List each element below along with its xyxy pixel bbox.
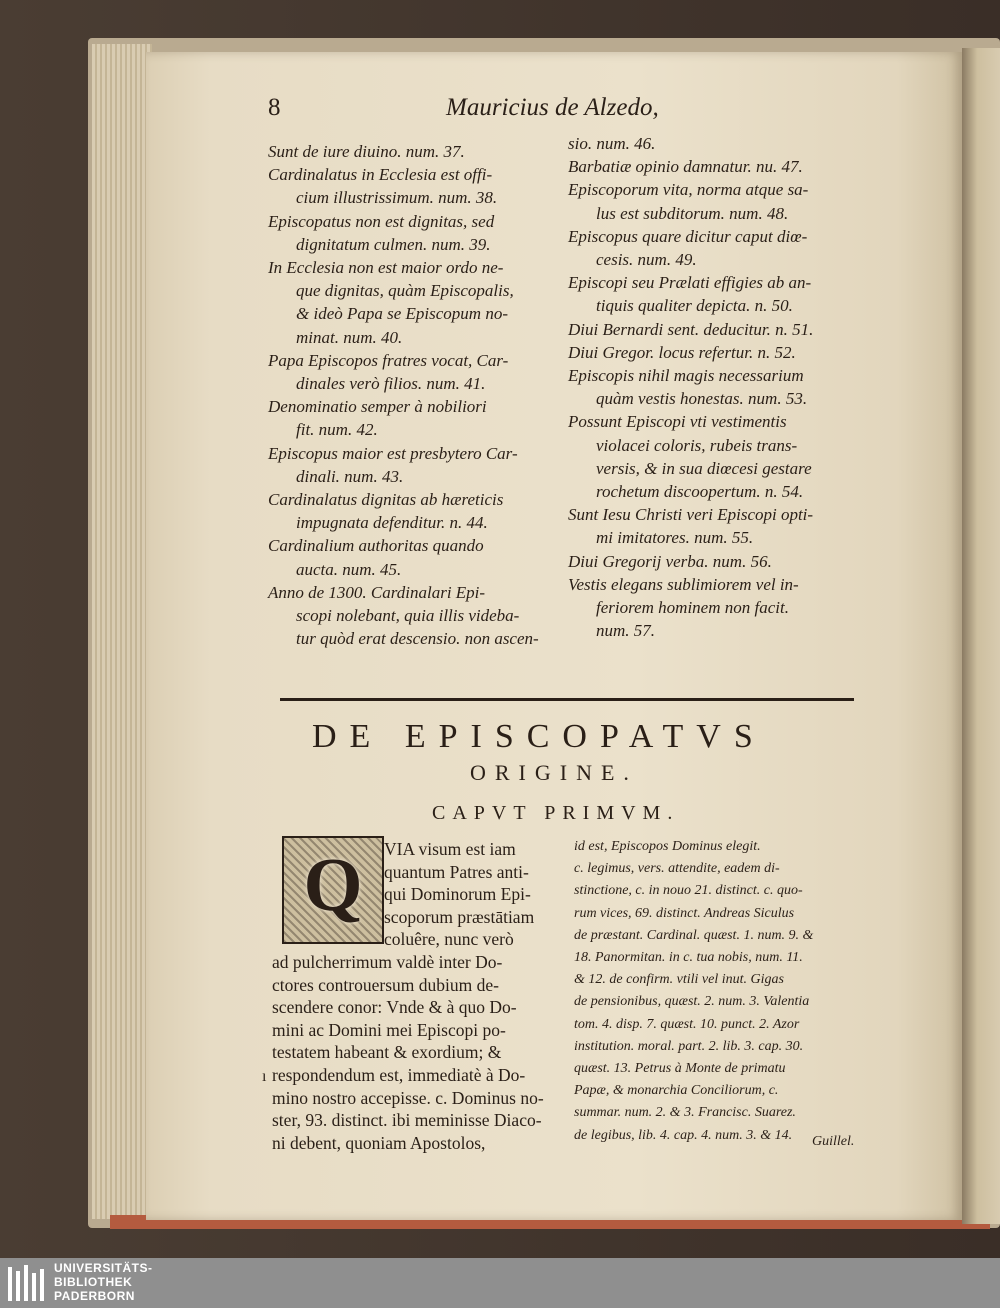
body-text-left — [272, 838, 562, 1154]
body-line: ni debent, quoniam Apostolos, — [272, 1132, 486, 1153]
page-number: 8 — [268, 94, 281, 121]
index-line: Possunt Episcopi vti vestimentis — [568, 412, 787, 432]
margin-mark: ı — [262, 1068, 267, 1085]
index-line: num. 57. — [596, 621, 656, 641]
body-line: id est, Episcopos Dominus elegit. — [574, 839, 761, 854]
index-entry — [268, 140, 560, 163]
body-line: quantum Patres anti- — [384, 861, 529, 882]
index-line: feriorem hominem non facit. — [596, 598, 789, 618]
index-line: cesis. num. 49. — [596, 250, 697, 270]
section-subtitle: ORIGINE. — [470, 760, 638, 785]
index-entry — [568, 225, 858, 271]
index-line: cium illustrissimum. num. 38. — [296, 188, 498, 208]
index-entry — [568, 341, 858, 364]
index-line: scopi nolebant, quia illis videba- — [296, 606, 520, 626]
index-entry — [568, 364, 858, 410]
body-text-right — [574, 836, 866, 1147]
body-line: mino nostro accepisse. c. Dominus no- — [272, 1087, 544, 1108]
index-entry — [568, 155, 858, 178]
index-entry — [268, 349, 560, 395]
index-entry — [268, 581, 560, 651]
index-line: dinali. num. 43. — [296, 466, 404, 486]
index-line: Anno de 1300. Cardinalari Epi- — [268, 582, 486, 602]
section-title: DE EPISCOPATVS — [312, 718, 766, 755]
university-library-icon — [6, 1261, 48, 1305]
index-line: dignitatum culmen. num. 39. — [296, 234, 491, 254]
index-line: Diui Bernardi sent. deducitur. n. 51. — [568, 319, 814, 339]
index-line: Cardinalium authoritas quando — [268, 536, 484, 556]
index-line: In Ecclesia non est maior ordo ne- — [268, 258, 504, 278]
index-line: minat. num. 40. — [296, 327, 403, 347]
index-line: impugnata defenditur. n. 44. — [296, 513, 488, 533]
index-line: lus est subditorum. num. 48. — [596, 203, 789, 223]
index-line: que dignitas, quàm Episcopalis, — [296, 281, 514, 301]
body-line: de legibus, lib. 4. cap. 4. num. 3. & 14. — [574, 1127, 793, 1143]
body-line: de præstant. Cardinal. quæst. 1. num. 9. & — [574, 927, 814, 943]
page-header — [268, 94, 708, 130]
library-name-line3: PADERBORN — [54, 1289, 135, 1303]
index-entry — [268, 256, 560, 349]
body-line: respondendum est, immediatè à Do- — [272, 1064, 526, 1085]
index-entry — [568, 503, 858, 549]
index-line: Barbatiæ opinio damnatur. nu. 47. — [568, 157, 803, 177]
body-line: tom. 4. disp. 7. quæst. 10. punct. 2. Azor — [574, 1016, 800, 1032]
body-line: coluêre, nunc verò — [384, 929, 514, 950]
running-title: Mauricius de Alzedo, — [446, 94, 659, 121]
library-name — [54, 1261, 153, 1303]
body-line: quæst. 13. Petrus à Monte de primatu — [574, 1061, 786, 1077]
index-line: Diui Gregorij verba. num. 56. — [568, 551, 772, 571]
index-entry — [268, 488, 560, 534]
body-line: rum vices, 69. distinct. Andreas Siculus — [574, 905, 795, 921]
index-entry — [568, 178, 858, 224]
index-line: quàm vestis honestas. num. 53. — [596, 389, 808, 409]
index-entry — [568, 318, 858, 341]
index-line: Sunt Iesu Christi veri Episcopi opti- — [568, 505, 814, 525]
index-line: aucta. num. 45. — [296, 559, 402, 579]
body-line: c. legimus, vers. attendite, eadem di- — [574, 861, 780, 877]
index-column-left — [268, 140, 560, 650]
index-line: fit. num. 42. — [296, 420, 378, 440]
index-entry — [268, 163, 560, 209]
index-line: Episcopis nihil magis necessarium — [568, 366, 804, 386]
index-entry — [268, 534, 560, 580]
index-entry — [268, 442, 560, 488]
body-line: scoporum præstātiam — [384, 906, 535, 927]
index-line: Denominatio semper à nobiliori — [268, 397, 487, 417]
index-line: dinales verò filios. num. 41. — [296, 374, 486, 394]
index-entry — [568, 410, 858, 503]
index-entry — [268, 210, 560, 256]
index-column-right — [568, 132, 858, 642]
index-entry — [568, 550, 858, 573]
index-line: Vestis elegans sublimiorem vel in- — [568, 574, 799, 594]
body-line: qui Dominorum Epi- — [384, 884, 531, 905]
body-line: institution. moral. part. 2. lib. 3. cap. 30. — [574, 1038, 804, 1054]
index-entry — [568, 132, 858, 155]
library-name-line2: BIBLIOTHEK — [54, 1275, 133, 1289]
section-rule — [280, 698, 854, 701]
index-entry — [568, 573, 858, 643]
index-line: Diui Gregor. locus refertur. n. 52. — [568, 342, 796, 362]
body-line: ster, 93. distinct. ibi meminisse Diaco- — [272, 1110, 542, 1131]
body-line: VIA visum est iam — [384, 839, 516, 859]
index-line: rochetum discoopertum. n. 54. — [596, 482, 804, 502]
facing-page-edge — [962, 48, 1000, 1224]
body-line: scendere conor: Vnde & à quo Do- — [272, 997, 517, 1018]
index-line: tur quòd erat descensio. non ascen- — [296, 629, 539, 649]
index-line: Episcopus maior est presbytero Car- — [268, 443, 518, 463]
body-line: ad pulcherrimum valdè inter Do- — [272, 951, 503, 972]
initial-letter: Q — [303, 843, 363, 927]
body-line: mini ac Domini mei Episcopi po- — [272, 1019, 506, 1040]
body-line: & 12. de confirm. vtili vel inut. Gigas — [574, 972, 784, 988]
index-line: versis, & in sua diœcesi gestare — [596, 458, 812, 478]
library-name-line1: UNIVERSITÄTS- — [54, 1261, 153, 1275]
index-line: Sunt de iure diuino. num. 37. — [268, 142, 465, 161]
index-line: Episcopi seu Prælati effigies ab an- — [568, 273, 812, 293]
library-footer — [0, 1258, 1000, 1308]
index-line: violacei coloris, rubeis trans- — [596, 435, 798, 455]
index-line: & ideò Papa se Episcopum no- — [296, 304, 508, 324]
body-line: de pensionibus, quæst. 2. num. 3. Valentia — [574, 994, 810, 1010]
index-entry — [268, 395, 560, 441]
index-line: Episcopus quare dicitur caput diœ- — [568, 226, 808, 246]
index-entry — [568, 271, 858, 317]
body-line: 18. Panormitan. in c. tua nobis, num. 11. — [574, 950, 803, 966]
page-edges — [92, 44, 152, 1219]
catchword: Guillel. — [812, 1134, 855, 1149]
body-line: ctores controuersum dubium de- — [272, 974, 499, 995]
index-line: mi imitatores. num. 55. — [596, 528, 754, 548]
body-line: stinctione, c. in nouo 21. distinct. c. quo- — [574, 883, 803, 899]
index-line: Episcopatus non est dignitas, sed — [268, 211, 495, 231]
index-line: Papa Episcopos fratres vocat, Car- — [268, 350, 509, 370]
index-line: Cardinalatus in Ecclesia est offi- — [268, 165, 493, 185]
index-line: Episcoporum vita, norma atque sa- — [568, 180, 809, 200]
index-line: tiquis qualiter depicta. n. 50. — [596, 296, 793, 316]
chapter-heading: CAPVT PRIMVM. — [432, 802, 680, 824]
body-line: testatem habeant & exordium; & — [272, 1042, 502, 1063]
body-line: summar. num. 2. & 3. Francisc. Suarez. — [574, 1105, 796, 1121]
body-line: Papæ, & monarchia Conciliorum, c. — [574, 1083, 779, 1099]
index-line: Cardinalatus dignitas ab hæreticis — [268, 490, 504, 510]
index-line: sio. num. 46. — [568, 134, 656, 153]
